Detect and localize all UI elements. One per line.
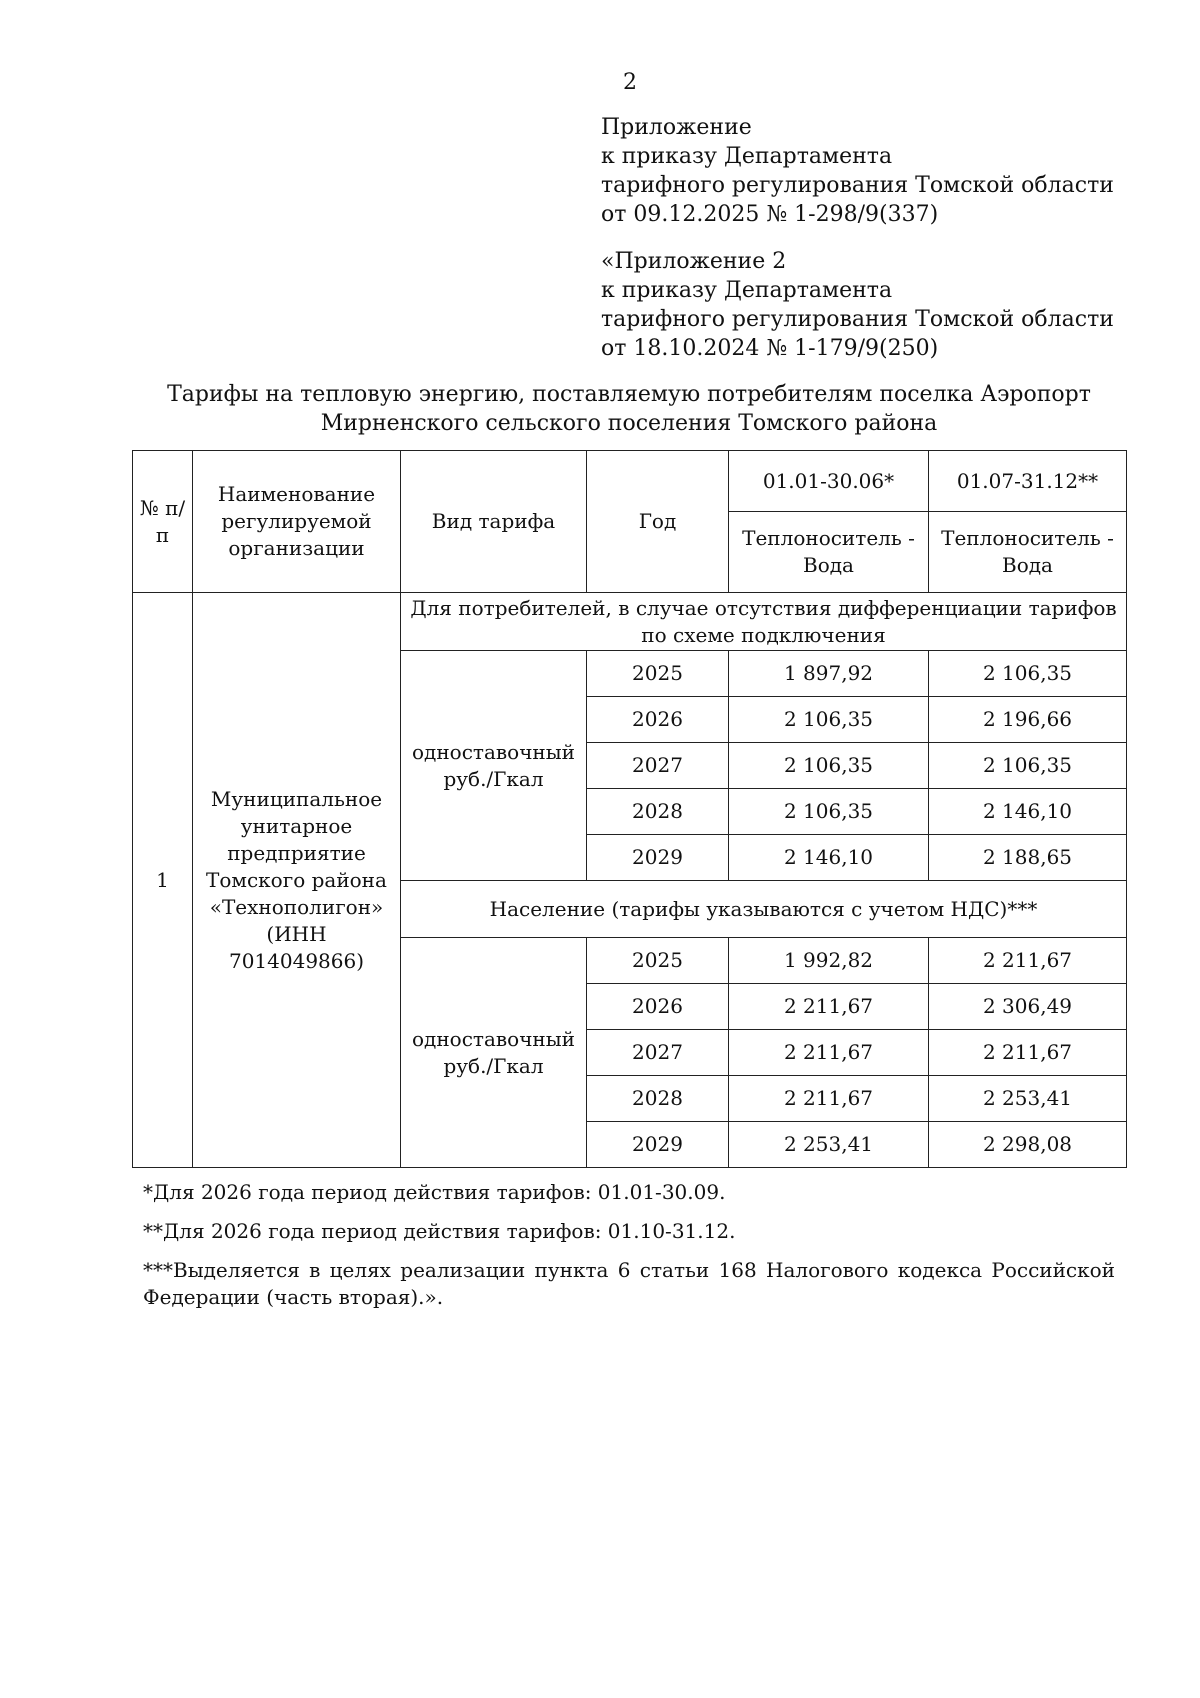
tariff-value-period-1: 2 146,10 [729, 835, 929, 881]
row-number: 1 [133, 593, 193, 1168]
attachment-label: Приложение [601, 115, 752, 140]
organization-name: Муниципальное унитарное предприятие Томского района «Технополигон» (ИНН 7014049866) [193, 593, 401, 1168]
tariff-type-cell: одноставочный руб./Гкал [401, 938, 587, 1168]
year-cell: 2026 [587, 984, 729, 1030]
header-carrier-2: Теплоноситель - Вода [929, 512, 1127, 593]
year-cell: 2028 [587, 1076, 729, 1122]
attachment-header-original [601, 247, 1121, 363]
tariff-value-period-2: 2 188,65 [929, 835, 1127, 881]
year-cell: 2028 [587, 789, 729, 835]
header-organization: Наименование регулируемой организации [193, 451, 401, 593]
header-carrier-1: Теплоноситель - Вода [729, 512, 929, 593]
tariff-value-period-1: 1 897,92 [729, 651, 929, 697]
header-tariff-type: Вид тарифа [401, 451, 587, 593]
tariff-value-period-2: 2 211,67 [929, 1030, 1127, 1076]
tariff-value-period-2: 2 306,49 [929, 984, 1127, 1030]
attachment-order-ref: к приказу Департамента [601, 278, 893, 303]
tariff-value-period-1: 2 211,67 [729, 1030, 929, 1076]
attachment-department: тарифного регулирования Томской области [601, 173, 1114, 198]
tariff-value-period-1: 2 106,35 [729, 743, 929, 789]
tariff-value-period-2: 2 298,08 [929, 1122, 1127, 1168]
tariff-type-cell: одноставочный руб./Гкал [401, 651, 587, 881]
header-year: Год [587, 451, 729, 593]
table-header-row [133, 451, 1127, 512]
footnote-3: ***Выделяется в целях реализации пункта 6 статьи 168 Налогового кодекса Российской Федерации (часть вторая).». [143, 1258, 1115, 1309]
attachment-date-number: от 09.12.2025 № 1-298/9(337) [601, 202, 939, 227]
attachment-header-current [601, 113, 1121, 229]
footnote-2: **Для 2026 года период действия тарифов: 01.10-31.12. [143, 1219, 736, 1243]
tariff-value-period-1: 2 211,67 [729, 984, 929, 1030]
group-title-row [133, 593, 1127, 651]
footnote-1: *Для 2026 года период действия тарифов: 01.01-30.09. [143, 1180, 726, 1204]
tariff-value-period-1: 2 211,67 [729, 1076, 929, 1122]
group-title: Для потребителей, в случае отсутствия дифференциации тарифов по схеме подключения [401, 593, 1127, 651]
attachment-order-ref: к приказу Департамента [601, 144, 893, 169]
document-title [132, 380, 1126, 438]
tariff-value-period-2: 2 106,35 [929, 651, 1127, 697]
title-line-1: Тарифы на тепловую энергию, поставляемую потребителям поселка Аэропорт [167, 382, 1091, 407]
year-cell: 2025 [587, 938, 729, 984]
year-cell: 2025 [587, 651, 729, 697]
year-cell: 2026 [587, 697, 729, 743]
header-period-2: 01.07-31.12** [929, 451, 1127, 512]
attachment-label: «Приложение 2 [601, 249, 787, 274]
tariff-value-period-2: 2 106,35 [929, 743, 1127, 789]
page-number: 2 [623, 70, 637, 95]
tariff-value-period-2: 2 211,67 [929, 938, 1127, 984]
header-num: № п/п [133, 451, 193, 593]
attachment-department: тарифного регулирования Томской области [601, 307, 1114, 332]
year-cell: 2027 [587, 1030, 729, 1076]
tariff-value-period-2: 2 253,41 [929, 1076, 1127, 1122]
tariff-value-period-2: 2 146,10 [929, 789, 1127, 835]
tariff-table [132, 450, 1127, 1168]
tariff-value-period-1: 2 106,35 [729, 789, 929, 835]
group-title: Население (тарифы указываются с учетом НДС)*** [401, 881, 1127, 938]
footnotes [143, 1179, 1115, 1323]
title-line-2: Мирненского сельского поселения Томского района [320, 411, 938, 436]
tariff-value-period-1: 1 992,82 [729, 938, 929, 984]
tariff-value-period-1: 2 253,41 [729, 1122, 929, 1168]
year-cell: 2029 [587, 1122, 729, 1168]
tariff-value-period-1: 2 106,35 [729, 697, 929, 743]
year-cell: 2027 [587, 743, 729, 789]
year-cell: 2029 [587, 835, 729, 881]
tariff-value-period-2: 2 196,66 [929, 697, 1127, 743]
header-period-1: 01.01-30.06* [729, 451, 929, 512]
attachment-date-number: от 18.10.2024 № 1-179/9(250) [601, 336, 939, 361]
